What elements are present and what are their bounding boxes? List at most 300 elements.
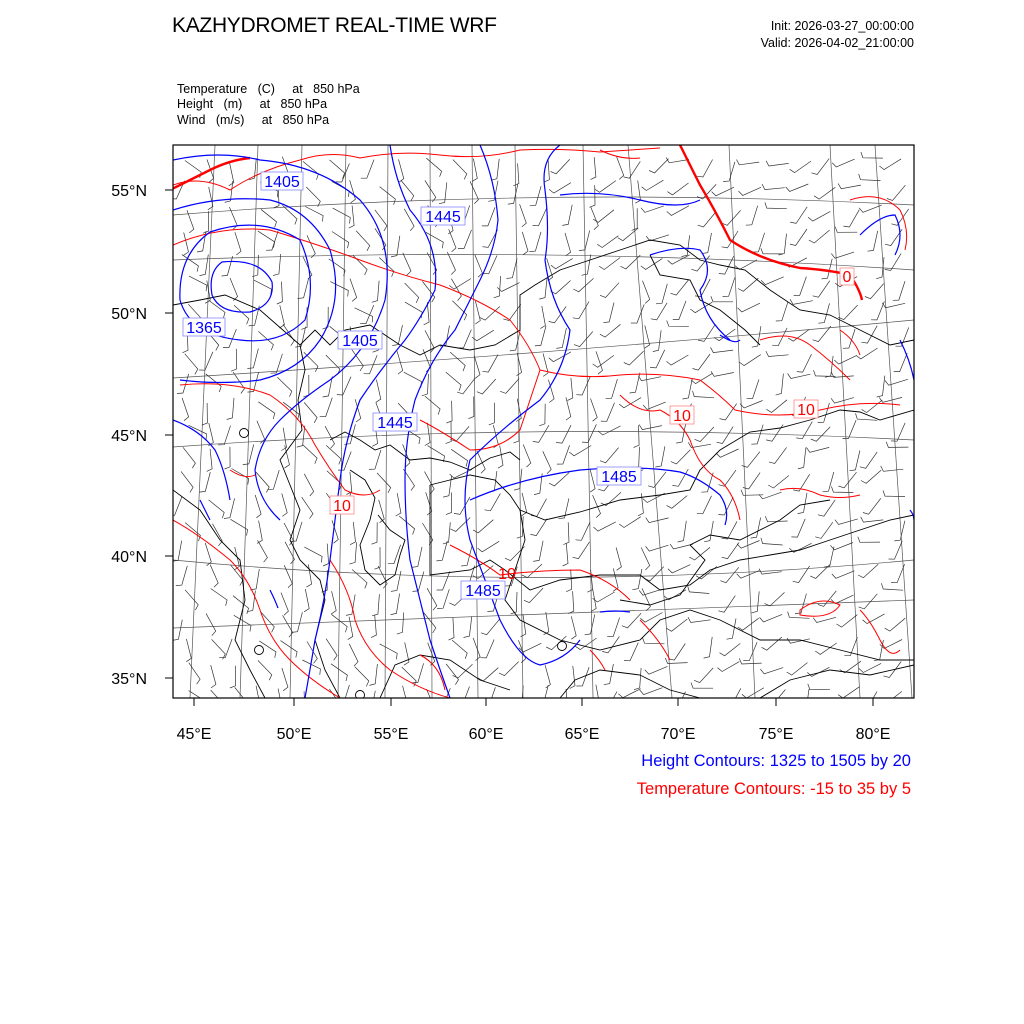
- wind-barb: [688, 617, 711, 622]
- wind-barb: [818, 591, 836, 607]
- wind-barb: [742, 688, 764, 698]
- wind-barb: [539, 278, 547, 299]
- wind-barb: [737, 160, 760, 165]
- wind-barb: [849, 451, 860, 471]
- wind-barb: [885, 379, 908, 385]
- wind-barb: [739, 187, 762, 195]
- wind-barb: [436, 541, 447, 561]
- wind-barb: [255, 686, 260, 709]
- wind-barb: [181, 471, 193, 492]
- wind-barb: [711, 296, 733, 302]
- wind-barb: [862, 400, 883, 413]
- wind-barb: [808, 211, 830, 221]
- wind-barb: [894, 353, 908, 372]
- wind-barb: [543, 451, 551, 473]
- wind-barb: [543, 354, 548, 377]
- lat-tick-label: 40°N: [111, 549, 147, 566]
- wind-barb: [207, 449, 212, 472]
- wind-barb: [258, 540, 268, 562]
- wind-barb: [540, 306, 545, 329]
- wind-barb: [297, 426, 305, 447]
- wind-barb: [557, 445, 570, 464]
- wind-barb: [457, 330, 471, 348]
- wind-barb: [176, 566, 188, 586]
- wind-barb: [282, 494, 287, 517]
- wind-barb: [743, 642, 757, 660]
- wind-barb: [815, 522, 833, 538]
- wind-barb: [304, 547, 322, 562]
- wind-barb: [503, 304, 521, 320]
- wind-barb: [210, 565, 218, 588]
- svg-text:1445: 1445: [377, 415, 413, 432]
- height-label: [597, 467, 641, 486]
- wind-barb: [582, 424, 596, 442]
- wind-barb: [301, 307, 307, 329]
- wind-barb: [520, 204, 527, 227]
- wind-barb: [247, 349, 258, 369]
- wind-barb: [889, 541, 903, 559]
- wind-barb: [517, 353, 522, 376]
- wind-barb: [883, 491, 905, 497]
- wind-barb: [591, 157, 596, 180]
- wind-barb: [718, 596, 735, 613]
- wind-barb: [751, 425, 763, 445]
- wind-barb: [533, 541, 543, 562]
- wind-barb: [624, 161, 641, 178]
- wind-barb: [551, 159, 570, 174]
- wind-barb: [567, 378, 572, 401]
- wind-barb: [861, 517, 884, 522]
- wind-barb: [517, 516, 523, 538]
- wind-barb: [863, 498, 881, 514]
- wind-barb: [257, 521, 262, 544]
- wind-barb: [483, 687, 496, 706]
- wind-barb: [350, 279, 357, 302]
- wind-barb: [231, 349, 237, 371]
- wind-barb: [514, 469, 522, 490]
- wind-barb: [838, 687, 859, 698]
- wind-barb: [535, 326, 546, 346]
- wind-barb: [831, 252, 854, 258]
- wind-barb: [769, 447, 787, 463]
- wind-barb: [830, 543, 853, 550]
- wind-barb: [329, 259, 345, 276]
- wind-barb: [549, 352, 571, 362]
- wind-barb: [537, 685, 548, 705]
- wind-barb: [562, 205, 572, 226]
- wind-barb: [182, 398, 189, 421]
- wind-barb: [550, 281, 570, 294]
- chart-title: KAZHYDROMET REAL-TIME WRF: [172, 14, 497, 37]
- wind-barb: [425, 472, 435, 494]
- wind-barb: [326, 445, 341, 464]
- wind-barb: [404, 209, 414, 231]
- wind-barb: [752, 591, 760, 613]
- wind-barb: [468, 397, 474, 419]
- wind-barb: [831, 398, 854, 404]
- wind-barb: [786, 184, 809, 191]
- wind-barb: [790, 161, 811, 173]
- wind-barb: [667, 206, 689, 216]
- wind-barb: [643, 402, 666, 409]
- wind-barb: [348, 617, 353, 640]
- wind-barb: [598, 426, 620, 435]
- wind-barb: [254, 280, 272, 295]
- wind-barb: [678, 521, 687, 542]
- lat-tick-label: 55°N: [111, 183, 147, 200]
- wind-barb: [761, 277, 784, 285]
- wind-barb: [877, 376, 885, 397]
- wind-barb: [450, 469, 472, 478]
- temperature-label: [840, 268, 854, 286]
- wind-barb: [737, 571, 760, 579]
- wind-barb: [594, 522, 616, 531]
- wind-barb: [606, 379, 618, 399]
- wind-barb: [184, 233, 189, 256]
- wind-barb: [352, 570, 367, 589]
- wind-barb: [667, 355, 689, 365]
- wind-barb: [861, 692, 877, 709]
- svg-text:1405: 1405: [264, 174, 300, 191]
- wind-barb: [225, 447, 231, 469]
- wind-barb: [746, 206, 758, 226]
- wind-barb: [765, 202, 787, 208]
- lon-tick-label: 65°E: [564, 726, 600, 743]
- wind-barb: [209, 500, 225, 518]
- wind-barb: [697, 496, 712, 514]
- wind-barb: [776, 374, 784, 396]
- wind-barb: [761, 248, 783, 254]
- wind-barb: [656, 284, 667, 304]
- wind-barb: [523, 445, 531, 468]
- wind-barb: [646, 518, 669, 523]
- lon-tick-label: 75°E: [758, 726, 794, 743]
- axis-ticks: [165, 190, 873, 706]
- wind-barb: [753, 233, 765, 252]
- wind-barb: [704, 521, 713, 542]
- wind-barb: [235, 232, 241, 255]
- wind-barb: [549, 183, 571, 193]
- wind-barb: [806, 447, 829, 452]
- wind-barb: [447, 252, 455, 275]
- wind-barb: [723, 277, 735, 296]
- wind-barb: [573, 542, 590, 559]
- wind-barb: [531, 499, 547, 517]
- wind-barb: [646, 545, 669, 551]
- wind-barb: [788, 374, 811, 379]
- wind-barb: [711, 347, 734, 352]
- wind-barb: [739, 658, 761, 664]
- valid-time: Valid: 2026-04-02_21:00:00: [760, 36, 914, 50]
- wind-barb: [858, 537, 880, 543]
- wind-barb: [590, 185, 596, 207]
- wind-barb: [302, 497, 313, 518]
- wind-barb: [404, 642, 409, 665]
- svg-text:1405: 1405: [342, 333, 378, 350]
- wind-barb: [475, 255, 483, 278]
- wind-barb: [585, 614, 595, 634]
- wind-barb: [668, 565, 691, 573]
- wind-barb: [203, 211, 209, 233]
- wind-barb: [595, 685, 600, 708]
- wind-barb: [723, 162, 735, 182]
- wind-barb: [369, 664, 377, 685]
- wind-barb: [336, 164, 350, 183]
- wind-barb: [199, 352, 213, 370]
- wind-barb: [397, 612, 404, 634]
- wind-barb: [632, 569, 642, 590]
- wind-barb: [452, 640, 467, 659]
- wind-barb: [645, 325, 650, 348]
- wind-barb: [475, 301, 480, 324]
- wind-barb: [601, 692, 617, 710]
- wind-barb: [601, 492, 621, 505]
- wind-barb: [619, 398, 641, 408]
- wind-barb: [796, 422, 812, 439]
- wind-barb: [693, 391, 715, 398]
- wind-barb: [645, 666, 668, 674]
- wind-barb: [375, 210, 387, 231]
- wind-barb: [299, 691, 305, 713]
- wind-barb: [472, 330, 494, 341]
- wind-barb: [500, 379, 519, 394]
- temperature-contour-legend: Temperature Contours: -15 to 35 by 5: [636, 780, 911, 798]
- wind-barb: [530, 186, 541, 206]
- wind-barb: [464, 616, 472, 637]
- wind-barb: [349, 206, 354, 229]
- wind-barb: [863, 614, 885, 624]
- wind-barb: [711, 371, 734, 376]
- wind-barb: [213, 524, 223, 546]
- wind-barb: [361, 160, 374, 179]
- lat-tick-label: 35°N: [111, 671, 147, 688]
- wind-barb: [891, 209, 908, 225]
- wind-barb: [497, 283, 519, 292]
- wind-barb: [470, 181, 478, 203]
- variable-temperature: Temperature (C) at 850 hPa: [177, 82, 360, 96]
- wind-barb: [380, 644, 398, 659]
- wind-barb: [277, 282, 283, 304]
- svg-text:1485: 1485: [601, 469, 637, 486]
- wind-barb: [702, 233, 712, 254]
- wind-barb: [266, 231, 278, 250]
- wind-barb: [425, 396, 440, 415]
- wind-barb: [189, 691, 206, 708]
- wind-barb: [861, 470, 881, 483]
- wind-barb: [172, 541, 182, 562]
- wind-barb: [426, 158, 441, 177]
- wind-barb: [403, 253, 411, 275]
- wind-barb: [255, 495, 261, 518]
- wind-barb: [491, 159, 499, 180]
- wind-barb: [222, 256, 233, 276]
- wind-barb: [719, 470, 737, 486]
- wind-barb: [618, 689, 640, 698]
- wind-barb: [480, 307, 500, 321]
- wind-barb: [473, 638, 480, 661]
- wind-barb: [480, 640, 494, 658]
- wind-barb: [762, 184, 785, 189]
- wind-barb: [306, 187, 320, 207]
- temperature-label: [670, 406, 694, 425]
- wind-barb: [330, 282, 348, 297]
- wind-barb: [488, 471, 497, 492]
- wind-barb: [688, 586, 710, 593]
- wind-barb: [718, 662, 740, 672]
- wind-barb: [443, 476, 452, 497]
- wind-barb: [835, 519, 858, 525]
- wind-barb: [568, 591, 574, 613]
- wind-barb: [189, 276, 207, 291]
- wind-barb: [697, 160, 713, 178]
- wind-barb: [446, 421, 452, 443]
- wind-barb: [566, 397, 571, 420]
- wind-barb: [779, 234, 787, 255]
- wind-barb: [485, 493, 501, 510]
- variable-wind: Wind (m/s) at 850 hPa: [177, 113, 330, 127]
- lon-tick-label: 60°E: [468, 726, 504, 743]
- wind-barb: [376, 380, 381, 403]
- wind-barb: [894, 521, 905, 541]
- wind-barb: [563, 544, 568, 567]
- lon-tick-label: 70°E: [660, 726, 696, 743]
- wind-barb: [219, 639, 232, 658]
- wind-barb: [720, 404, 737, 420]
- wind-barb: [837, 615, 858, 627]
- wind-barb: [396, 493, 401, 516]
- wind-barb: [634, 668, 641, 690]
- wind-barb: [893, 281, 905, 300]
- wind-barb: [742, 452, 760, 468]
- wind-barb: [881, 583, 903, 590]
- wind-barb: [790, 299, 813, 304]
- wind-barb: [371, 522, 377, 544]
- wind-barb: [508, 184, 518, 204]
- wind-barb: [259, 641, 276, 658]
- svg-text:1365: 1365: [186, 320, 222, 337]
- wind-barb: [641, 206, 664, 213]
- wind-barb: [539, 404, 545, 426]
- wind-barb: [887, 185, 906, 200]
- wind-barb: [273, 254, 281, 276]
- wind-barb: [516, 686, 523, 708]
- wind-barb: [739, 355, 761, 366]
- wind-barb: [743, 473, 760, 489]
- svg-text:10: 10: [498, 566, 516, 583]
- wind-barb: [446, 372, 461, 391]
- height-label: [261, 172, 303, 191]
- wind-barb: [574, 332, 593, 347]
- wind-barb: [548, 380, 554, 403]
- wind-barb: [530, 519, 547, 536]
- wind-barb: [667, 496, 688, 509]
- wind-barb: [740, 401, 763, 409]
- wind-barb: [211, 665, 216, 688]
- wind-barb: [426, 492, 432, 515]
- wind-barb: [599, 258, 620, 270]
- wind-barb: [651, 303, 667, 320]
- wind-barb: [624, 643, 638, 661]
- wind-barb: [569, 446, 591, 456]
- wind-barb: [838, 305, 857, 320]
- wind-barb: [472, 159, 477, 182]
- wind-barb: [591, 207, 599, 230]
- wind-barb: [832, 159, 855, 167]
- wind-barb: [596, 351, 603, 374]
- wind-barb: [481, 619, 499, 634]
- wind-barb: [200, 255, 209, 276]
- wind-barb: [332, 232, 349, 249]
- wind-barb: [331, 591, 336, 614]
- wind-barb: [607, 618, 619, 637]
- wind-barb: [450, 352, 465, 371]
- wind-barb: [371, 615, 376, 638]
- wind-barb: [643, 638, 665, 644]
- wind-barb: [879, 159, 901, 170]
- wind-barb: [405, 283, 419, 303]
- wind-barb: [768, 476, 789, 489]
- wind-barb: [211, 690, 224, 710]
- wind-barb: [689, 547, 710, 560]
- wind-barb: [257, 421, 265, 444]
- wind-barb: [886, 442, 908, 448]
- wind-barb: [747, 380, 759, 399]
- wind-barb: [482, 355, 498, 373]
- wind-barb: [794, 277, 807, 296]
- wind-barb: [185, 354, 198, 375]
- wind-barb: [666, 619, 687, 631]
- wind-barb: [524, 588, 543, 603]
- wind-barb: [800, 689, 809, 710]
- wind-barb: [648, 472, 666, 488]
- wind-barb: [573, 302, 589, 319]
- country-boundaries: [173, 240, 914, 700]
- wind-barb: [350, 180, 356, 203]
- wind-barb: [843, 329, 855, 348]
- wind-barb: [644, 567, 664, 581]
- wind-barb: [809, 230, 830, 243]
- wind-barb: [690, 302, 712, 313]
- wind-barb: [356, 231, 370, 251]
- wind-barb: [507, 258, 518, 278]
- wind-barb: [603, 303, 614, 323]
- wind-barb: [761, 538, 783, 545]
- wind-barb: [377, 473, 391, 493]
- wind-barb: [437, 589, 449, 608]
- wind-barb: [453, 160, 467, 180]
- wind-barb: [365, 691, 375, 712]
- wind-barb: [727, 619, 737, 640]
- wind-barb: [633, 447, 639, 469]
- wind-barb: [477, 379, 496, 394]
- wind-barb: [722, 210, 741, 225]
- wind-barb: [292, 612, 303, 632]
- wind-barb: [576, 377, 590, 395]
- wind-barb: [372, 594, 379, 616]
- wind-barb: [813, 617, 836, 622]
- wind-barb: [277, 689, 282, 712]
- wind-barb: [169, 497, 182, 516]
- wind-barb: [355, 308, 373, 323]
- wind-barb: [576, 522, 591, 540]
- wind-barb: [704, 637, 713, 658]
- wind-barb: [766, 400, 787, 413]
- wind-barb: [843, 210, 859, 227]
- wind-barb: [762, 637, 782, 650]
- wind-barb: [330, 160, 345, 179]
- wind-barb: [573, 278, 593, 291]
- wind-barb: [865, 284, 884, 299]
